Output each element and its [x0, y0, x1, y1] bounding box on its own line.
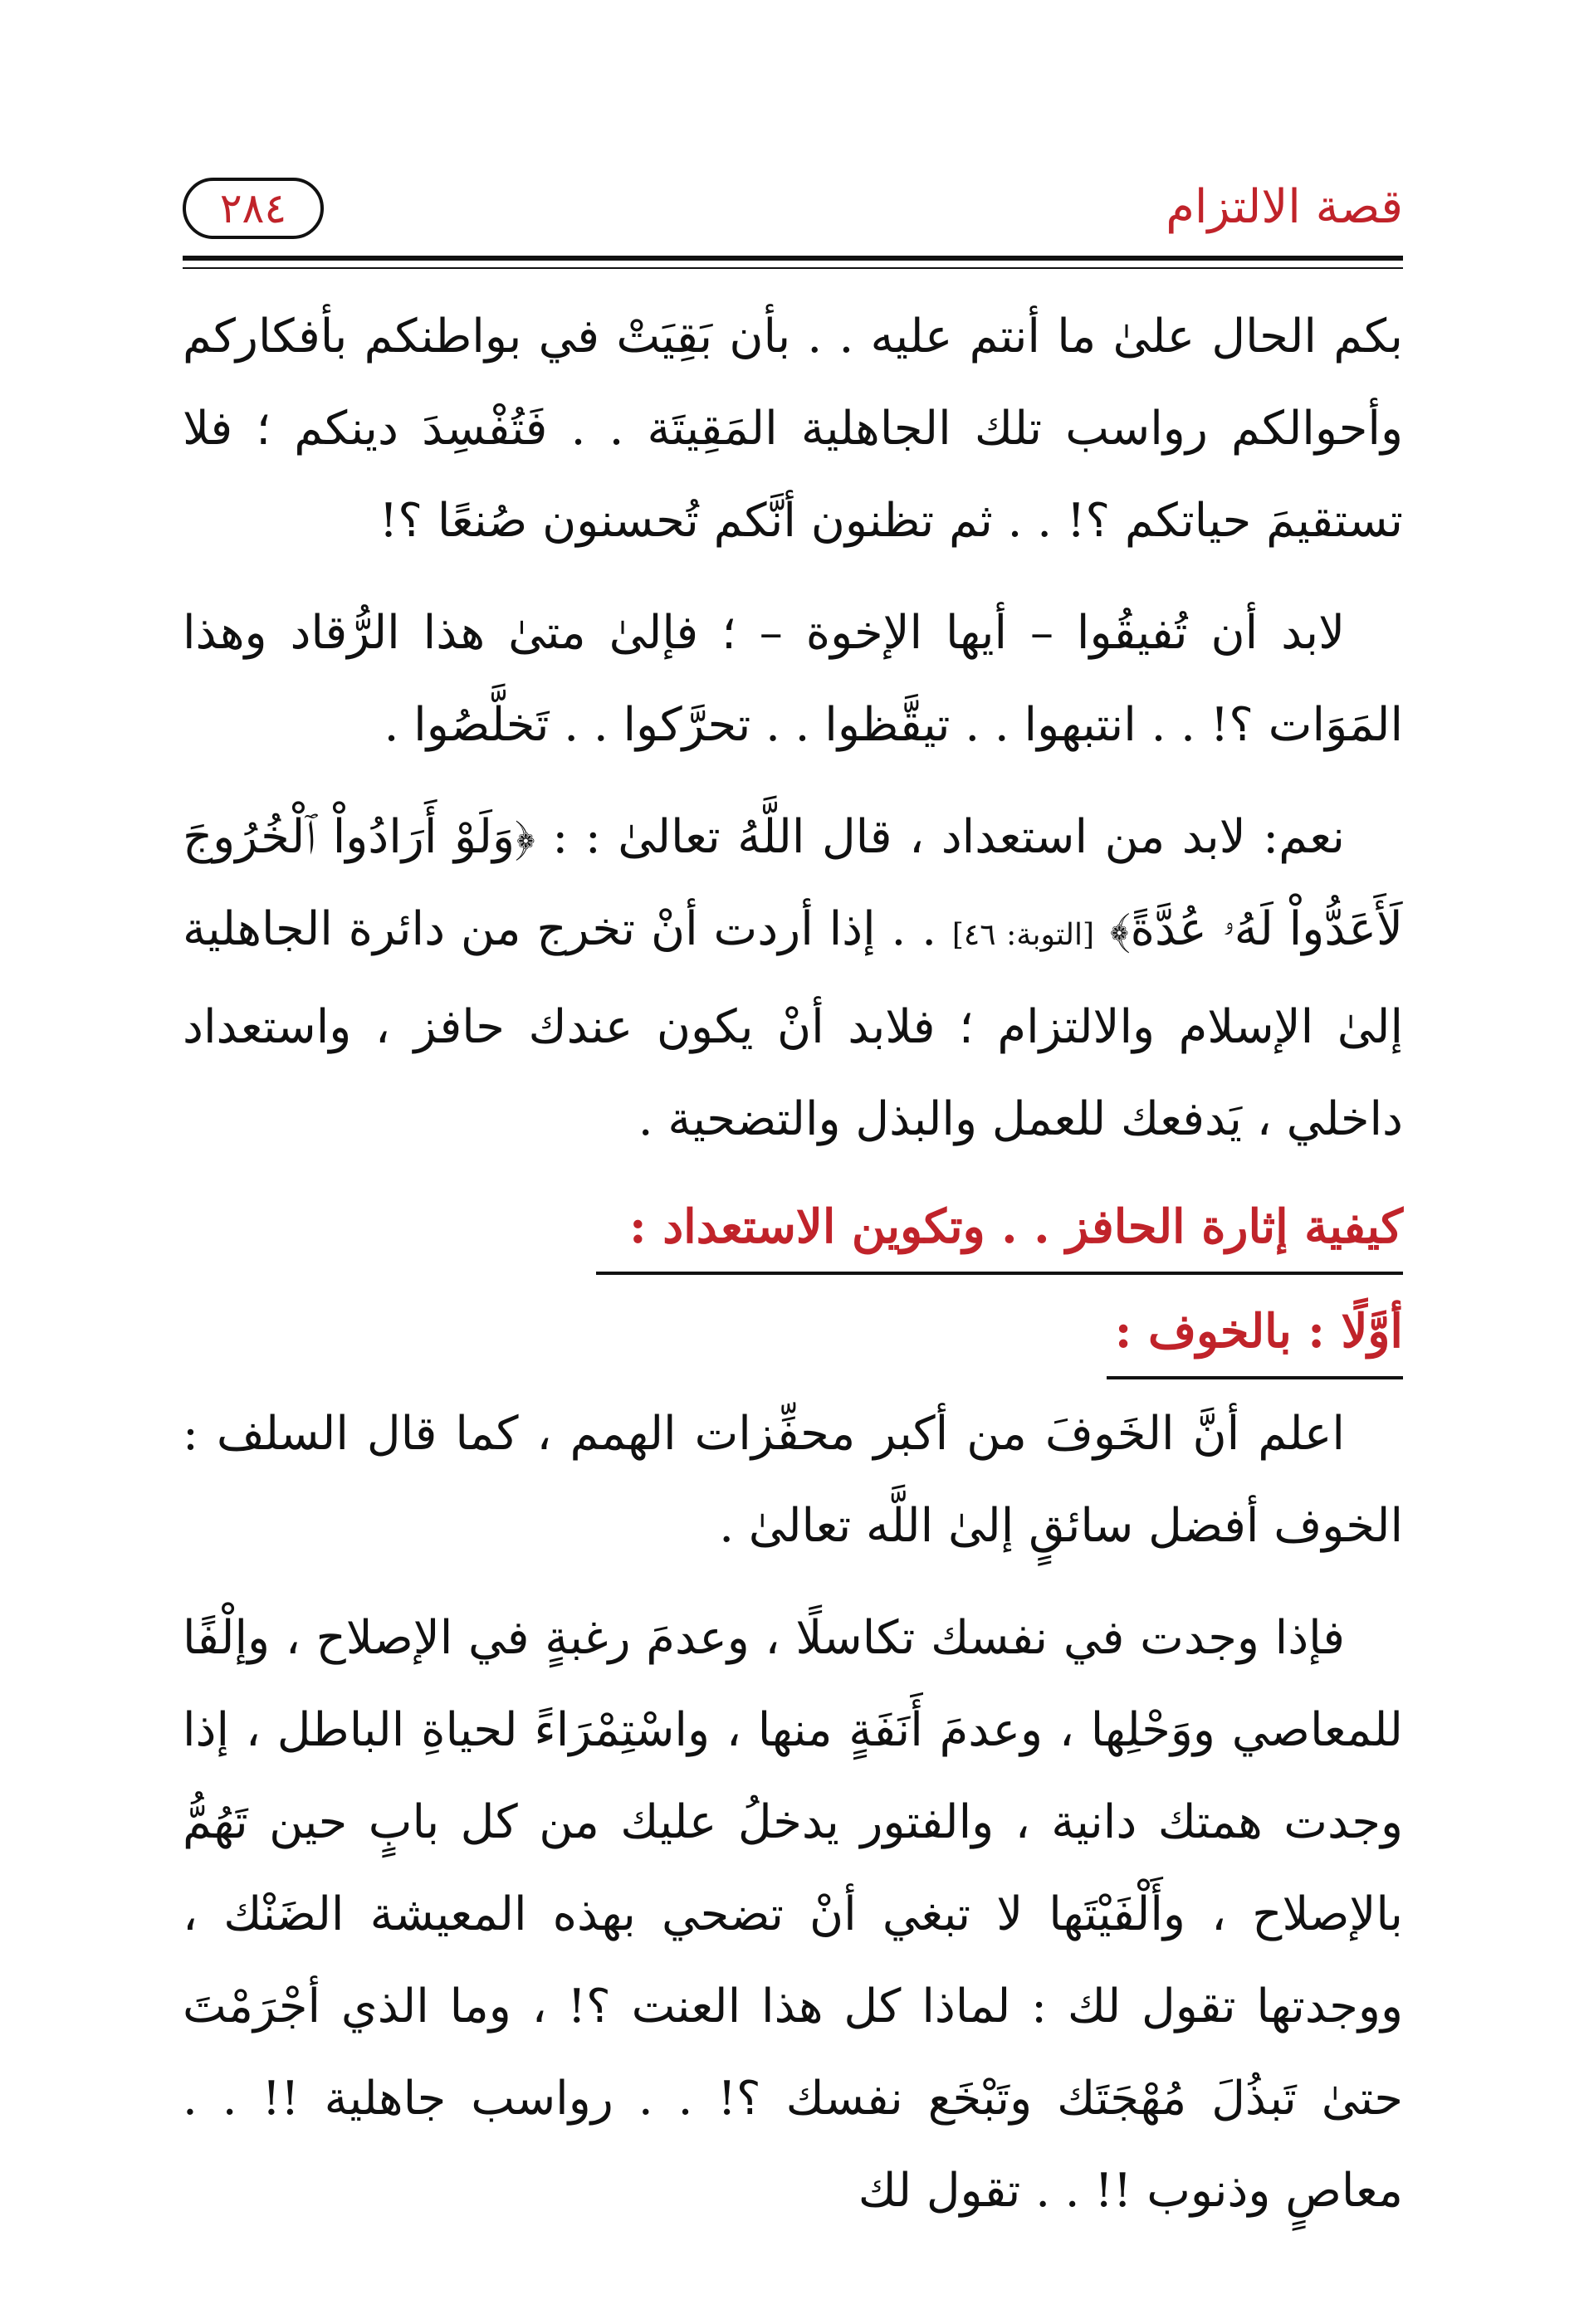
paragraph-3-end: . . إذا أردت أنْ تخرج من دائرة الجاهلية إلىٰ الإسلام والالتزام ؛ فلابد أنْ يكون عندك حافز ، واستعداد داخلي ، يَدفعك للعمل والبذل والتضحية .: [183, 902, 1403, 1146]
paragraph-5: فإذا وجدت في نفسك تكاسلًا ، وعدمَ رغبةٍ في الإصلاح ، وإلْفًا للمعاصي ووَحْلِها ، وعدمَ أَنَفَةٍ منها ، واسْتِمْرَاءً لحياةِ الباطل ، إذا وجدت همتك دانية ، والفتور يدخلُ عليك من كل بابٍ حين تَهُمُّ بالإصلاح ، وأَلْفَيْتَها لا تبغي أنْ تضحي بهذه المعيشة الضَنْك ، ووجدتها تقول لك : لماذا كل هذا العنت ؟! ، وما الذي أجْرَمْتَ حتىٰ تَبذُلَ مُهْجَتَك وتَبْخَع نفسك ؟! . . رواسب جاهلية !! . . معاصٍ وذنوب !! . . تقول لك: [183, 1611, 1403, 2218]
page-body: [183, 290, 1403, 2257]
page-header: [183, 166, 1403, 266]
running-title: قصة الالتزام: [1166, 180, 1403, 234]
verse-reference: [التوبة: ٤٦]: [951, 918, 1095, 952]
header-rule-thick: [183, 256, 1403, 261]
paragraph-2: لابد أن تُفيقُوا – أيها الإخوة – ؛ فإلىٰ متىٰ هذا الرُّقاد وهذا المَوَات ؟! . . انتبهوا . . تيقَّظوا . . تحرَّكوا . . تَخلَّصُوا .: [183, 606, 1403, 752]
section-heading: [183, 1185, 1403, 1275]
header-rule-thin: [183, 267, 1403, 269]
page-number-badge: ٢٨٤: [183, 178, 324, 239]
subsection-heading-text: أوَّلًا : بالخوف :: [1107, 1290, 1403, 1379]
paragraph-1: بكم الحال علىٰ ما أنتم عليه . . بأن بَقِيَتْ في بواطنكم بأفكاركم وأحوالكم رواسب تلك الجاهلية المَقِيتَة . . فَتُفْسِدَ دينكم ؛ فلا تستقيمَ حياتكم ؟! . . ثم تظنون أنَّكم تُحسنون صُنعًا ؟!: [183, 310, 1403, 548]
section-heading-text: كيفية إثارة الحافز . . وتكوين الاستعداد :: [596, 1185, 1403, 1275]
quran-verse: ﴿وَلَوْ أَرَادُواْ ٱلْخُرُوجَ لَأَعَدُّواْ لَهُۥ عُدَّةً﴾: [183, 810, 1403, 956]
paragraph-3: [183, 791, 1403, 1165]
paragraph-4: اعلم أنَّ الخَوفَ من أكبر محفِّزات الهمم ، كما قال السلف : الخوف أفضل سائقٍ إلىٰ اللَّه تعالىٰ .: [183, 1407, 1403, 1553]
paragraph-3-start: نعم: لابد من استعداد ، قال اللَّهُ تعالىٰ : :: [552, 810, 1345, 864]
subsection-heading: [183, 1290, 1403, 1379]
